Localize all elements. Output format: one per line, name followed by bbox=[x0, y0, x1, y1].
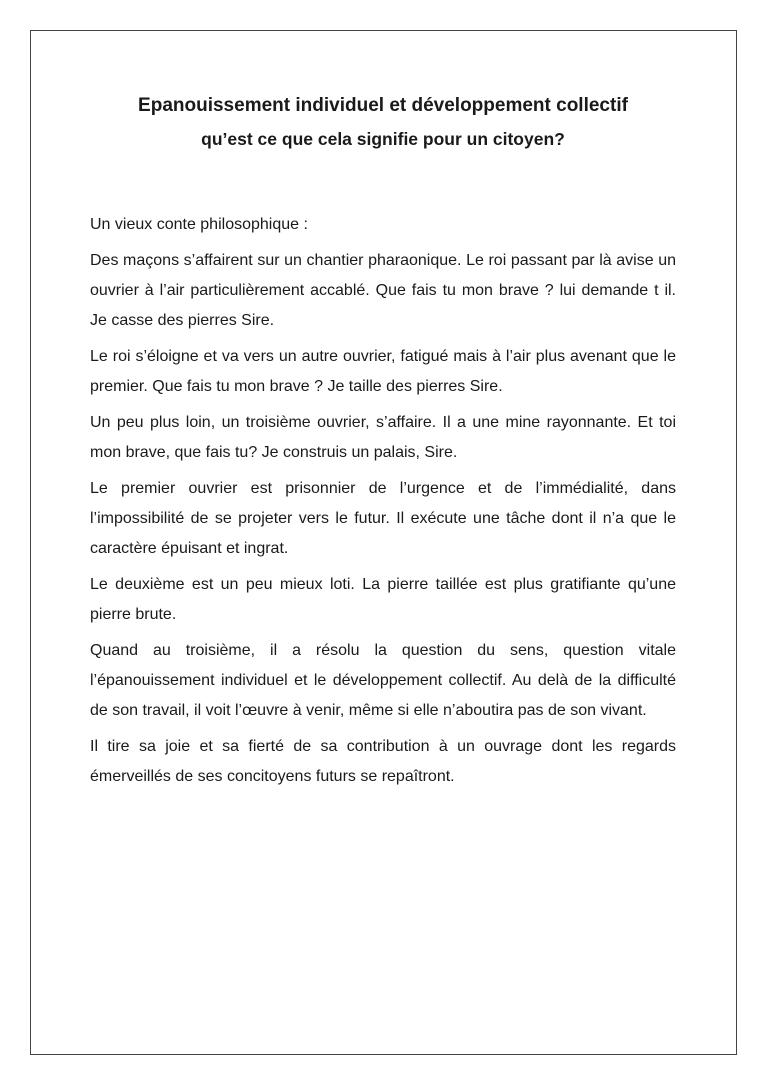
paragraph-1: Des maçons s’affairent sur un chantier pharaonique. Le roi passant par là avise un ouvrier à l’air particulièrement accablé. Que fais tu mon brave ? lui demande t il. Je casse des pierres Sire. bbox=[90, 252, 676, 329]
paragraph-2: Le roi s’éloigne et va vers un autre ouvrier, fatigué mais à l’air plus avenant que le premier. Que fais tu mon brave ? Je taille des pierres Sire. bbox=[90, 348, 676, 395]
paragraph-3: Un peu plus loin, un troisième ouvrier, s’affaire. Il a une mine rayonnante. Et toi mon brave, que fais tu? Je construis un palais, Sire. bbox=[90, 414, 676, 461]
paragraph-6: Quand au troisième, il a résolu la question du sens, question vitale l’épanouissement individuel et le développement collectif. Au delà de la difficulté de son travail, il voit l’œuvre à venir, même si elle n’aboutira pas de son vivant. bbox=[90, 642, 676, 719]
intro-line: Un vieux conte philosophique : bbox=[90, 216, 308, 233]
document-title: Epanouissement individuel et développement collectif bbox=[138, 95, 628, 116]
paragraph-5: Le deuxième est un peu mieux loti. La pierre taillée est plus gratifiante qu’une pierre brute. bbox=[90, 576, 676, 623]
document-body bbox=[90, 92, 676, 792]
paragraph-4: Le premier ouvrier est prisonnier de l’urgence et de l’immédialité, dans l’impossibilité de se projeter vers le futur. Il exécute une tâche dont il n’a que le caractère épuisant et ingrat. bbox=[90, 480, 676, 557]
paragraph-7: Il tire sa joie et sa fierté de sa contribution à un ouvrage dont les regards émerveillés de ses concitoyens futurs se repaîtront. bbox=[90, 738, 676, 785]
document-subtitle: qu’est ce que cela signifie pour un citoyen? bbox=[201, 129, 565, 149]
